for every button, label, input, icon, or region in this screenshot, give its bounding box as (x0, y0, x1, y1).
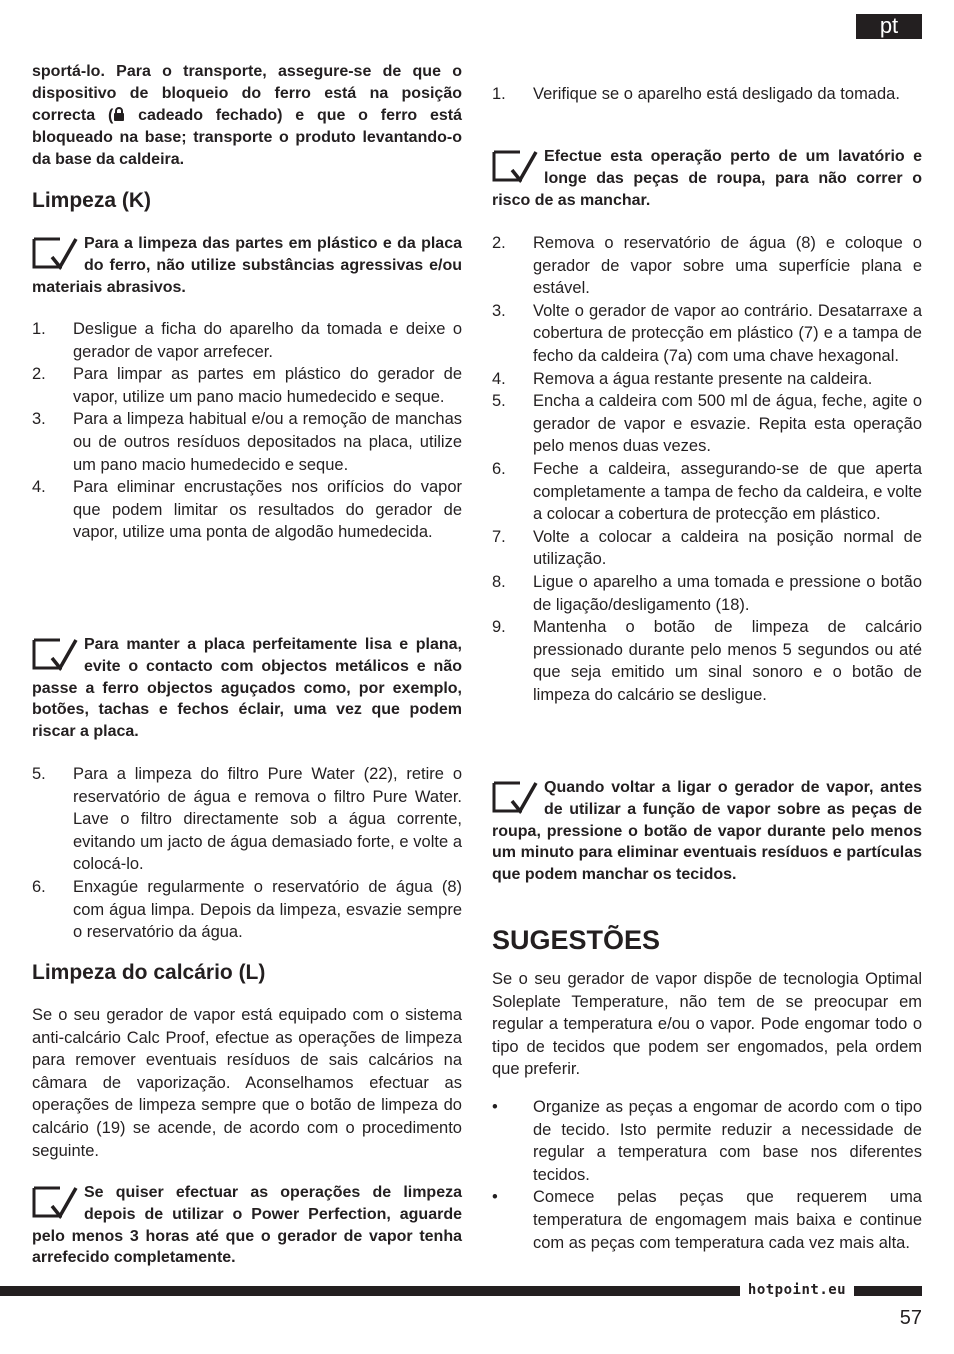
list-item: 3. Para a limpeza habitual e/ou a remoção de manchas ou de outros resíduos depositados na placa, utilize um pano macio humedecido e seque. (32, 410, 462, 474)
note-soleplate (32, 634, 462, 743)
heading-calcario: Limpeza do calcário (L) (32, 961, 266, 984)
note-text: Para a limpeza das partes em plástico e da placa do ferro, não utilize substâncias agressivas e/ou materiais abrasivos. (32, 235, 462, 296)
note-sink (492, 146, 922, 211)
lock-icon (113, 106, 125, 120)
checkmark-note-icon (492, 779, 538, 815)
list-item: 4. Remova a água restante presente na caldeira. (492, 369, 873, 388)
checkmark-note-icon (32, 235, 78, 271)
footer-bar-left (0, 1286, 740, 1296)
note-text: Se quiser efectuar as operações de limpeza depois de utilizar o Power Perfection, aguarde pelo menos 3 horas até que o gerador de vapor tenha arrefecido completamente. (32, 1184, 462, 1267)
transport-text-end: cadeado fechado) e que o ferro está bloqueado na base; transporte o produto levantando-o da base da caldeira. (32, 107, 463, 168)
note-cleaning-plastic (32, 233, 462, 298)
note-text: Quando voltar a ligar o gerador de vapor, antes de utilizar a função de vapor sobre as peças de roupa, pressione o botão de vapor durante pelo menos um minuto para eliminar eventuais resíduos e partículas que podem manchar os tecidos. (492, 779, 922, 884)
descaling-steps-2 (492, 232, 922, 706)
list-item: 8. Ligue o aparelho a uma tomada e pressione o botão de ligação/desligamento (18). (492, 572, 922, 614)
cleaning-steps-1 (32, 318, 462, 544)
list-item: 4. Para eliminar encrustações nos orifícios do vapor que podem limitar os resultados do gerador de vapor, utilize uma ponta de algodão humedecida. (32, 478, 462, 542)
list-item: 1. Desligue a ficha do aparelho da tomada e deixe o gerador de vapor arrefecer. (32, 320, 462, 361)
list-item: 6. Feche a caldeira, assegurando-se de que aperta completamente a tampa de fecho da caldeira, e volte a colocar a cobertura de protecção em plástico. (492, 459, 922, 524)
checkmark-note-icon (492, 148, 538, 184)
checkmark-note-icon (32, 1184, 78, 1220)
brand-logo: hotpoint.eu (747, 1282, 847, 1298)
calc-paragraph: Se o seu gerador de vapor está equipado com o sistema anti-calcário Calc Proof, efectue as operações de limpeza para remover eventuais resíduos de sais calcários na câmara de vaporização. Aconselhamos efectuar as operações de limpeza sempre que o botão de limpeza do calcário (19) se acende, de acordo com o procedimento seguinte. (32, 1006, 462, 1160)
note-text: Efectue esta operação perto de um lavatório e longe das peças de roupa, para não correr o risco de as manchar. (492, 148, 922, 209)
list-item: • Organize as peças a engomar de acordo com o tipo de tecido. Isto permite reduzir a necessidade de regular a temperatura com base nos diferentes tecidos. (492, 1098, 922, 1184)
list-item: 7. Volte a colocar a caldeira na posição normal de utilização. (492, 527, 922, 569)
list-item: 2. Para limpar as partes em plástico do gerador de vapor, utilize um pano macio humedecido e seque. (32, 365, 462, 406)
list-item: 3. Volte o gerador de vapor ao contrário. Desatarraxe a cobertura de protecção em plástico (7) e a tampa de fecho da caldeira (7a) com uma chave hexagonal. (492, 301, 922, 365)
checkmark-note-icon (32, 636, 78, 672)
list-item: 1. Verifique se o aparelho está desligado da tomada. (492, 85, 900, 103)
descaling-steps-1 (492, 83, 922, 106)
footer-bar-right (854, 1286, 922, 1296)
list-item: 9. Mantenha o botão de limpeza de calcário pressionado durante pelo menos 5 segundos ou até que seja emitido um sinal sonoro e o botão de limpeza do calcário se desligue. (492, 618, 922, 704)
cleaning-steps-2 (32, 763, 462, 944)
list-item: • Comece pelas peças que requerem uma temperatura de engomagem mais baixa e continue com as peças com temperatura cada vez mais alta. (492, 1188, 922, 1252)
suggestions-paragraph: Se o seu gerador de vapor dispõe de tecnologia Optimal Soleplate Temperature, não tem de se preocupar em regular a temperatura e/ou o vapor. Pode engomar todo o tipo de tecidos que podem ser engomados, pela ordem que preferir. (492, 970, 922, 1079)
list-item: 2. Remova o reservatório de água (8) e coloque o gerador de vapor sobre uma superfície plana e estável. (492, 234, 922, 298)
list-item: 6. Enxagúe regularmente o reservatório de água (8) com água limpa. Depois da limpeza, esvazie sempre o reservatório da água. (32, 877, 462, 942)
list-item: 5. Para a limpeza do filtro Pure Water (22), retire o reservatório de água e remova o filtro Pure Water. Lave o filtro directamente sob a água corrente, evitando um jacto de água demasiado forte, e volte a colocá-lo. (32, 765, 462, 874)
note-power-perfection (32, 1182, 462, 1269)
list-item: 5. Encha a caldeira com 500 ml de água, feche, agite o gerador de vapor e esvazie. Repita esta operação pelo menos duas vezes. (492, 392, 922, 456)
heading-sugestoes: SUGESTÕES (492, 925, 661, 955)
note-steam-button (492, 777, 922, 886)
heading-limpeza: Limpeza (K) (32, 189, 152, 212)
transport-paragraph (32, 61, 462, 171)
transport-text-start: sportá-lo. Para o transporte, assegure-se de que o dispositivo de bloqueio do ferro está na posição correcta ( (32, 63, 462, 124)
language-tab: pt (856, 14, 922, 39)
page-number: 57 (899, 1307, 922, 1329)
suggestions-bullets (492, 1096, 922, 1254)
note-text: Para manter a placa perfeitamente lisa e plana, evite o contacto com objectos metálicos e não passe a ferro objectos aguçados como, por exemplo, botões, tachas e fechos éclair, uma vez que podem riscar a placa. (32, 636, 462, 741)
